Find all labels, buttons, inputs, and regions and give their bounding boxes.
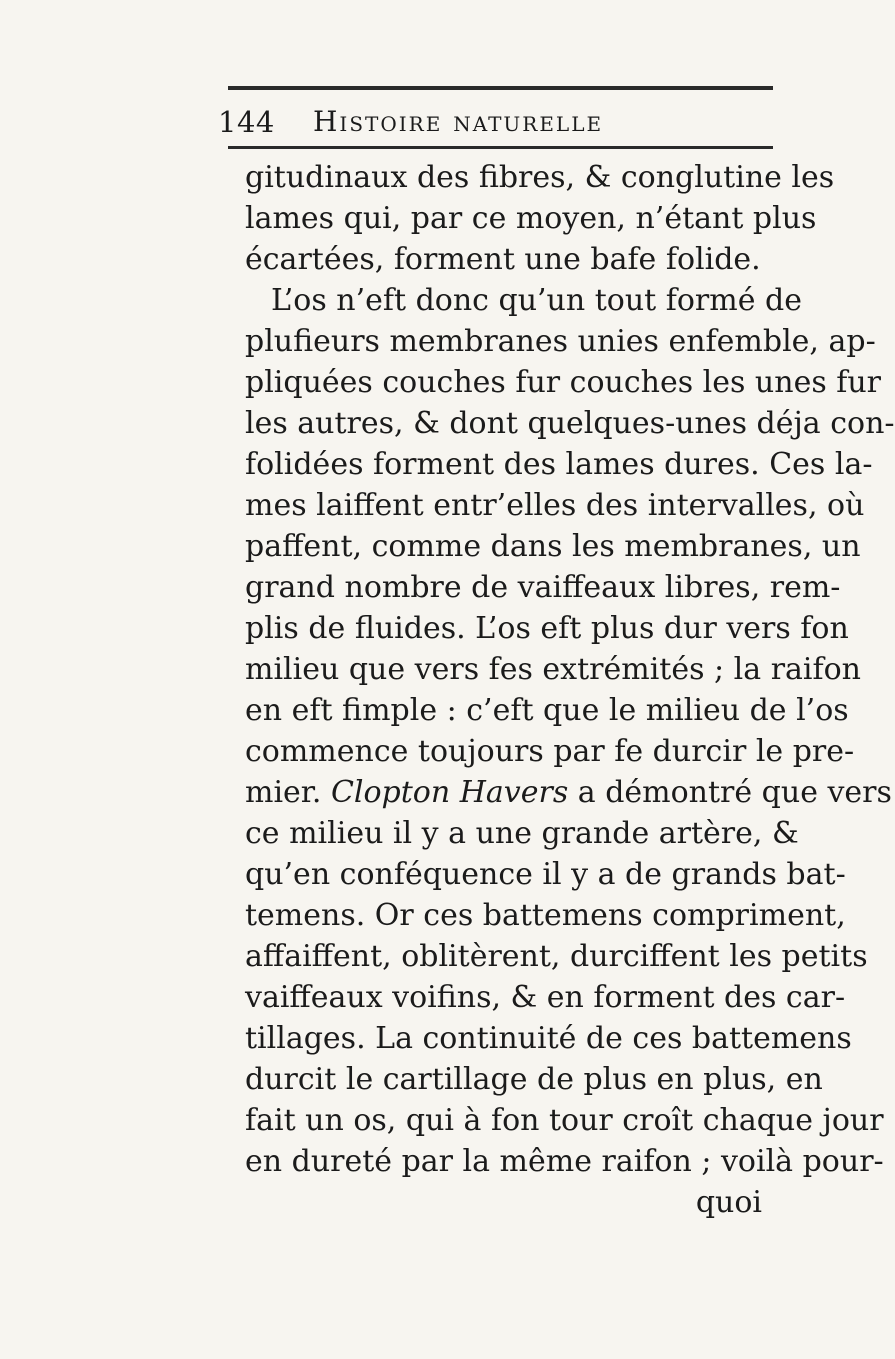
text-line: durcit le cartillage de plus en plus, en — [245, 1062, 823, 1097]
text-line — [245, 772, 892, 813]
text-line: L’os n’eft donc qu’un tout formé de — [271, 283, 802, 318]
text-line: ce milieu il y a une grande artère, & — [245, 816, 799, 851]
text-line: temens. Or ces battemens compriment, — [245, 898, 846, 933]
text-line: gitudinaux des fibres, & conglutine les — [245, 160, 835, 195]
text-line: mes laiffent entr’elles des intervalles, où — [245, 488, 865, 523]
text-line: milieu que vers fes extrémités ; la raifon — [245, 652, 861, 687]
text-line: commence toujours par fe durcir le pre- — [245, 734, 855, 769]
text-line: lames qui, par ce moyen, n’étant plus — [245, 201, 817, 236]
text-segment: a démontré que vers — [577, 775, 892, 810]
running-title: Histoire naturelle — [313, 105, 604, 138]
page-number: 144 — [218, 105, 275, 139]
italic-name: Clopton Havers — [330, 775, 569, 810]
text-line: en eft fimple : c’eft que le milieu de l’os — [245, 693, 849, 728]
text-line: écartées, forment une bafe folide. — [245, 242, 761, 277]
text-line: les autres, & dont quelques-unes déja con- — [245, 406, 895, 441]
top-rule — [228, 86, 773, 90]
text-line: vaiffeaux voifins, & en forment des car- — [245, 980, 846, 1015]
header-rule — [228, 146, 773, 149]
text-line: en dureté par la même raifon ; voilà pour- — [245, 1144, 884, 1179]
text-line: fait un os, qui à fon tour croît chaque jour — [245, 1103, 884, 1138]
text-line: pliquées couches fur couches les unes fur — [245, 365, 882, 400]
text-line: qu’en conféquence il y a de grands bat- — [245, 857, 846, 892]
text-line: plufieurs membranes unies enfemble, ap- — [245, 324, 876, 359]
text-line: affaiffent, oblitèrent, durciffent les petits — [245, 939, 868, 974]
text-line: paffent, comme dans les membranes, un — [245, 529, 861, 564]
text-segment: mier. — [245, 775, 322, 810]
text-line: grand nombre de vaiffeaux libres, rem- — [245, 570, 841, 605]
text-line: folidées forment des lames dures. Ces la- — [245, 447, 873, 482]
page-header — [218, 100, 778, 146]
catchword: quoi — [695, 1185, 762, 1220]
text-line: plis de fluides. L’os eft plus dur vers fon — [245, 611, 849, 646]
body-text — [245, 157, 895, 1223]
text-line: tillages. La continuité de ces battemens — [245, 1021, 852, 1056]
